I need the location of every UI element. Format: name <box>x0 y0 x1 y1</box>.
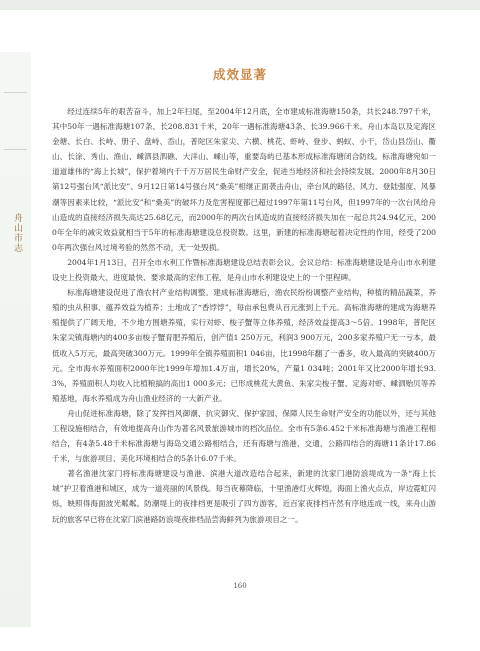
paragraph: 著名渔港沈家门将标准海塘建设与渔港、滨港大道改造结合起来，新建的沈家门港防浪堤成为一条“海上长城”护卫着渔港和城区，成为一道亮丽的风景线。每当夜幕降临，十里渔港灯火辉煌，海面上渔火点点，岸边霓虹闪烁，映照得海面波光粼粼。防潮堤上的夜排档更是吸引了四方游客，近百家夜排档卉然有序地连成一线，来舟山游玩的旅客早已将在沈家门滨港路防浪堤夜排档品尝海鲜列为旅游项目之一。 <box>52 469 436 524</box>
side-margin-band <box>0 52 31 627</box>
paragraph: 经过连续5年的艰苦奋斗，加上2年扫尾，至2004年12月底，全市建成标准海塘150条，共长248.797千米，其中50年一遇标准海塘107条、长208.831千米，20年一遇标准海塘43条、长39.966千米。舟山本岛以及定海区金塘、长白、长峙、册子、盘峙、岙山，普陀区朱家尖、六横、桃花、虾峙、登步、蚂蚁、小干，岱山县岱山、衢山、长涂、秀山、渔山、嵊泗县泗礁、大洋山、嵊山等，重要岛屿已基本形成标准海塘闭合防线。标准海塘宛如一道道雄伟的“海上长城”，保护着境内千千万万居民生命财产安全，促进当地经济和社会持续发展。2000年8月30日第12号强台风“派比安”、9月12日第14号强台风“桑美”相继正面袭击舟山，牵台风的路径、风力、登陆强度、风暴潮等因素来比较，“派比安”和“桑美”的破坏力及危害程度都已超过1997年第11号台风，但1997年的一次台风给舟山造成的直接经济损失高达25.68亿元，而2000年的两次台风造成的直接经济损失加在一起总共24.94亿元，2000年全年的减灾效益就相当于5年的标准海塘建设总投资数。这里，新建的标准海塘起着决定性的作用，经受了2000年两次强台风过境考验的然然不动，无一处毁损。 <box>52 107 436 252</box>
page-title: 成效显著 <box>212 67 267 82</box>
page-number: 160 <box>233 582 247 590</box>
top-decorative-bar <box>0 0 480 10</box>
side-ornament <box>4 92 27 150</box>
paragraph: 舟山促进标准海塘，除了发挥挡风御潮、抗灾御灾、保护家园、保障人民生命财产安全的功能以外，还与其他工程设施相结合，有效地提高舟山作为著名风景旅游城市的档次品位。全市有5条6.452千米标准海塘与渔港工程相结合，有4条5.48千米标准海塘与海岛交通公路相结合，还有海塘与渔港、交通、公路四结合的海塘11条计17.86千米，与旅游项目、美化环境相结合的5条计6.07千米。 <box>52 408 436 464</box>
paragraph: 标准海塘建设促进了渔农村产业结构调整。建成标准海塘后，渔农民纷纷调整产业结构，种植的精品蔬菜，养殖的虫从积事、蕴养效益为植养；土地成了“香饽饽”，每亩承包费从百元涨到上千元。高标准海塘的建成为海塘养殖提供了广阔天地，不少地方围塘养殖，实行对虾、梭子蟹等立体养殖，经济效益提高3～5倍。1998年，普陀区朱家尖镇海塘内的400多亩梭子蟹育肥养殖后，创产值1 250万元，利润3 900万元，200多家养殖户无一亏本，最低收入5万元，最高突破300万元。1999年全镇养殖面积1 046亩，比1998年翻了一番多，收入最高的突破400万元。全市海水养殖面积2000年比1999年增加1.4万亩，增长20%，产量1 034吨；2001年又比2000年增长93.3%，养殖面积人均收入比植粮搞的高出1 000多元；已形成桃花大黄鱼、朱家尖梭子蟹、定海对虾、嵊泗贻贝等养殖基地，海水养殖成为舟山渔业经济的一大新产业。 <box>52 288 436 403</box>
body-text <box>52 104 436 527</box>
paragraph: 2004年1月13日，召开全市水利工作暨标准海塘建设总结表彰会议。会议总结：标准海塘建设是舟山市水利建设史上投资最大、进度最快、要求最高的宏伟工程，是舟山市水利建设史上的一个里程碑。 <box>52 257 436 283</box>
side-book-label: 舟山市志 <box>12 213 22 253</box>
